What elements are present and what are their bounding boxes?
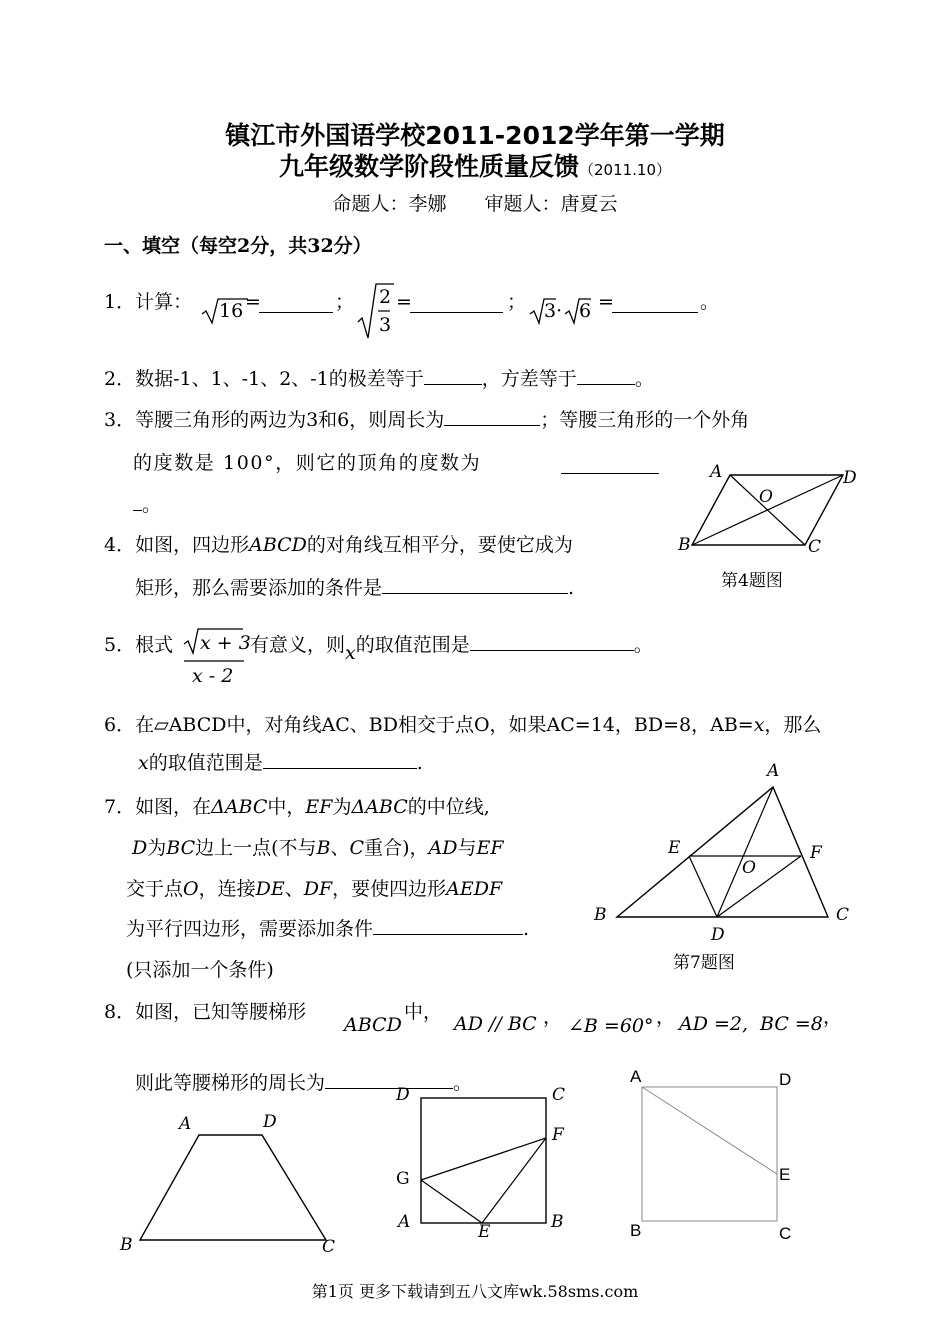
- q7-l1a: 7．如图，在: [104, 796, 212, 818]
- question-7-line-2: [132, 835, 504, 861]
- sq-label-e: E: [478, 1222, 491, 1242]
- section-1-heading: 一、填空（每空2分，共32分）: [104, 235, 372, 257]
- question-3-line-3: [133, 492, 161, 518]
- q7-dun: 、: [330, 837, 350, 859]
- q1-end: 。: [700, 291, 720, 313]
- q7-o: O: [183, 878, 199, 900]
- q3-line2: 的度数是 100°，则它的顶角的度数为: [133, 452, 482, 474]
- q5-denominator: x - 2: [192, 665, 234, 687]
- sq-label-b: B: [551, 1212, 564, 1232]
- q6-var-2: x: [138, 752, 149, 774]
- q6-line1b: ，那么: [764, 714, 822, 736]
- q7-l3c: 、: [284, 878, 304, 900]
- figure-q4-parallelogram: [680, 460, 860, 560]
- trap-label-b: B: [120, 1235, 133, 1255]
- q7-l3a: 交于点: [126, 878, 184, 900]
- q4-line1b: 的对角线互相平分，要使它成为: [306, 534, 573, 556]
- q7-ef: EF: [305, 796, 333, 818]
- question-6-line-2: [138, 750, 423, 776]
- title-line-2-text: 九年级数学阶段性质量反馈: [278, 152, 579, 181]
- author-line: 命题人：李娜 审题人：唐夏云: [332, 193, 618, 215]
- question-1: [104, 289, 192, 315]
- question-7-line-3: [126, 876, 502, 902]
- q5-radicand: x + 3: [200, 632, 251, 654]
- q2-blank-2[interactable]: [577, 366, 635, 385]
- q1-blank-1[interactable]: [259, 294, 333, 313]
- q6-blank[interactable]: [263, 750, 417, 769]
- q4-label-o: O: [759, 487, 773, 507]
- q7-label-f: F: [810, 843, 822, 863]
- q7-b: B: [316, 837, 331, 859]
- q7-l1c: 为: [332, 796, 352, 818]
- q7-label-o: O: [742, 858, 756, 878]
- q5-text: 5．根式: [104, 634, 174, 656]
- figure-rect-ade: [630, 1080, 790, 1230]
- sq-label-d: D: [396, 1085, 410, 1105]
- q7-c: C: [349, 837, 365, 859]
- q1-frac-num: 2: [379, 286, 392, 308]
- q6-line2: 的取值范围是: [148, 752, 263, 774]
- question-7-line-1: [104, 794, 490, 820]
- q1-eq-1: =: [245, 291, 261, 313]
- q8-l2end: 。: [453, 1072, 473, 1094]
- q4-line1: 4．如图，四边形: [104, 534, 250, 556]
- q7-blank[interactable]: [373, 916, 523, 935]
- q7-l5: (只添加一个条件): [126, 959, 274, 981]
- q6-line1: 6．在▱ABCD中，对角线AC、BD相交于点O，如果AC=14，BD=8，AB=: [104, 714, 754, 736]
- q8-comma-1: ，: [543, 1006, 563, 1028]
- q2-end: 。: [634, 368, 654, 390]
- q8-blank[interactable]: [325, 1070, 453, 1089]
- q7-aedf: AEDF: [446, 878, 503, 900]
- q7-l2e: 与: [457, 837, 477, 859]
- q6-var: x: [753, 714, 765, 736]
- q8-comma-3: ，: [823, 1006, 843, 1028]
- q1-blank-3[interactable]: [612, 294, 698, 313]
- trap-label-c: C: [322, 1237, 336, 1257]
- q7-label-c: C: [836, 905, 850, 925]
- q3-blank-1[interactable]: [444, 407, 540, 426]
- rect-label-b: B: [630, 1221, 642, 1240]
- q7-l3b: ，连接: [198, 878, 256, 900]
- title-date: （2011.10）: [578, 161, 672, 179]
- q8-comma-2: ，: [656, 1006, 676, 1028]
- q7-label-d: D: [711, 925, 725, 945]
- trap-label-d: D: [263, 1112, 277, 1132]
- q8-l2: 则此等腰梯形的周长为: [135, 1072, 326, 1094]
- question-3-line-1: [104, 407, 749, 433]
- q7-label-b: B: [594, 905, 607, 925]
- q3-blank-2-tail: [133, 492, 142, 511]
- q7-l4end: .: [523, 918, 530, 940]
- q8-l1b: 中，: [404, 1001, 443, 1023]
- q6-end: .: [416, 752, 423, 774]
- q1-blank-2[interactable]: [410, 294, 503, 313]
- q2-mid: ，方差等于: [481, 368, 577, 390]
- q4-end: .: [568, 577, 575, 599]
- q1-eq-2: =: [396, 291, 412, 313]
- question-5-line: [250, 632, 653, 664]
- sq-label-c: C: [552, 1085, 566, 1105]
- q7-caption: 第7题图: [673, 953, 735, 973]
- q5-var: x: [345, 642, 356, 664]
- q8-bc: BC =8: [760, 1013, 823, 1035]
- q8-l1a: 8．如图，已知等腰梯形: [104, 1001, 307, 1023]
- q1-radicand-3: 3: [544, 300, 557, 322]
- q3-line1: 3．等腰三角形的两边为3和6，则周长为: [104, 409, 445, 431]
- q5-mid: 有意义，则: [250, 634, 346, 656]
- trap-label-a: A: [179, 1114, 192, 1134]
- question-7-line-4: [126, 916, 529, 942]
- title-line-2: [0, 147, 950, 183]
- sq-label-a: A: [398, 1212, 411, 1232]
- q1-text: 计算：: [135, 291, 193, 313]
- q7-bc: BC: [166, 837, 196, 859]
- q3-line3: 。: [142, 494, 162, 516]
- rect-label-e: E: [779, 1165, 791, 1184]
- q4-line2: 矩形，那么需要添加的条件是: [135, 577, 383, 599]
- q5-end: 的取值范围是: [355, 634, 470, 656]
- rect-label-c: C: [779, 1224, 792, 1243]
- q8-parallel: AD // BC: [454, 1013, 537, 1035]
- q7-l3d: ，要使四边形: [332, 878, 447, 900]
- q7-l1b: 中，: [267, 796, 306, 818]
- question-4-line-1: [104, 532, 573, 558]
- q4-caption: 第4题图: [721, 571, 783, 591]
- q7-l4: 为平行四边形，需要添加条件: [126, 918, 374, 940]
- q1-number: 1．: [104, 291, 136, 313]
- q1-frac-den: 3: [379, 314, 392, 336]
- q7-ad: AD: [428, 837, 458, 859]
- q1-radicand-16: 16: [219, 300, 244, 322]
- figure-square-gef: [410, 1090, 560, 1230]
- q1-eq-3: =: [598, 291, 614, 313]
- q7-l2c: 边上一点(不与: [195, 837, 317, 859]
- q1-sep-2: ；: [507, 291, 527, 313]
- question-4-line-2: [135, 575, 574, 601]
- q4-label-b: B: [678, 535, 691, 555]
- rect-label-d: D: [779, 1070, 792, 1089]
- q7-d: D: [132, 837, 148, 859]
- q1-dot: ·: [556, 300, 563, 322]
- q7-label-e: E: [668, 838, 681, 858]
- q7-l2b: 为: [147, 837, 167, 859]
- rect-label-a: A: [630, 1067, 642, 1086]
- q8-ad: AD =2,: [679, 1013, 749, 1035]
- q2-blank-1[interactable]: [424, 366, 482, 385]
- q5-end2: 。: [633, 634, 653, 656]
- figure-q8-trapezoid: [130, 1125, 340, 1250]
- q7-tri-2: ΔABC: [351, 796, 408, 818]
- q7-l2d: 重合)，: [364, 837, 429, 859]
- sq-label-f: F: [552, 1125, 564, 1145]
- q1-radicand-6: 6: [579, 300, 592, 322]
- q7-tri: ΔABC: [211, 796, 268, 818]
- q1-sep-1: ；: [335, 291, 355, 313]
- q4-label-c: C: [808, 537, 822, 557]
- q2-text: 2．数据-1、1、-1、2、-1的极差等于: [104, 368, 424, 390]
- sq-label-g: G: [396, 1169, 410, 1189]
- page-footer: 第1页 更多下载请到五八文库wk.58sms.com: [311, 1282, 639, 1301]
- q7-l1d: 的中位线,: [407, 796, 490, 818]
- question-6-line-1: [104, 712, 821, 738]
- q8-angle: ∠B =60°: [568, 1015, 654, 1037]
- title-line-1: 镇江市外国语学校2011-2012学年第一学期: [225, 121, 725, 150]
- q3-blank-2[interactable]: [561, 455, 659, 474]
- q7-de: DE: [255, 878, 285, 900]
- q4-label-d: D: [843, 468, 857, 488]
- q7-df: DF: [303, 878, 333, 900]
- q3-line1b: ；等腰三角形的一个外角: [540, 409, 750, 431]
- q8-abcd: ABCD: [344, 1014, 402, 1036]
- q4-label-a: A: [710, 462, 723, 482]
- q4-abcd: ABCD: [249, 534, 307, 556]
- q5-blank[interactable]: [470, 632, 634, 651]
- q7-label-a: A: [767, 761, 780, 781]
- q4-blank[interactable]: [382, 575, 568, 594]
- question-2: [104, 366, 654, 392]
- q7-ef-2: EF: [476, 837, 504, 859]
